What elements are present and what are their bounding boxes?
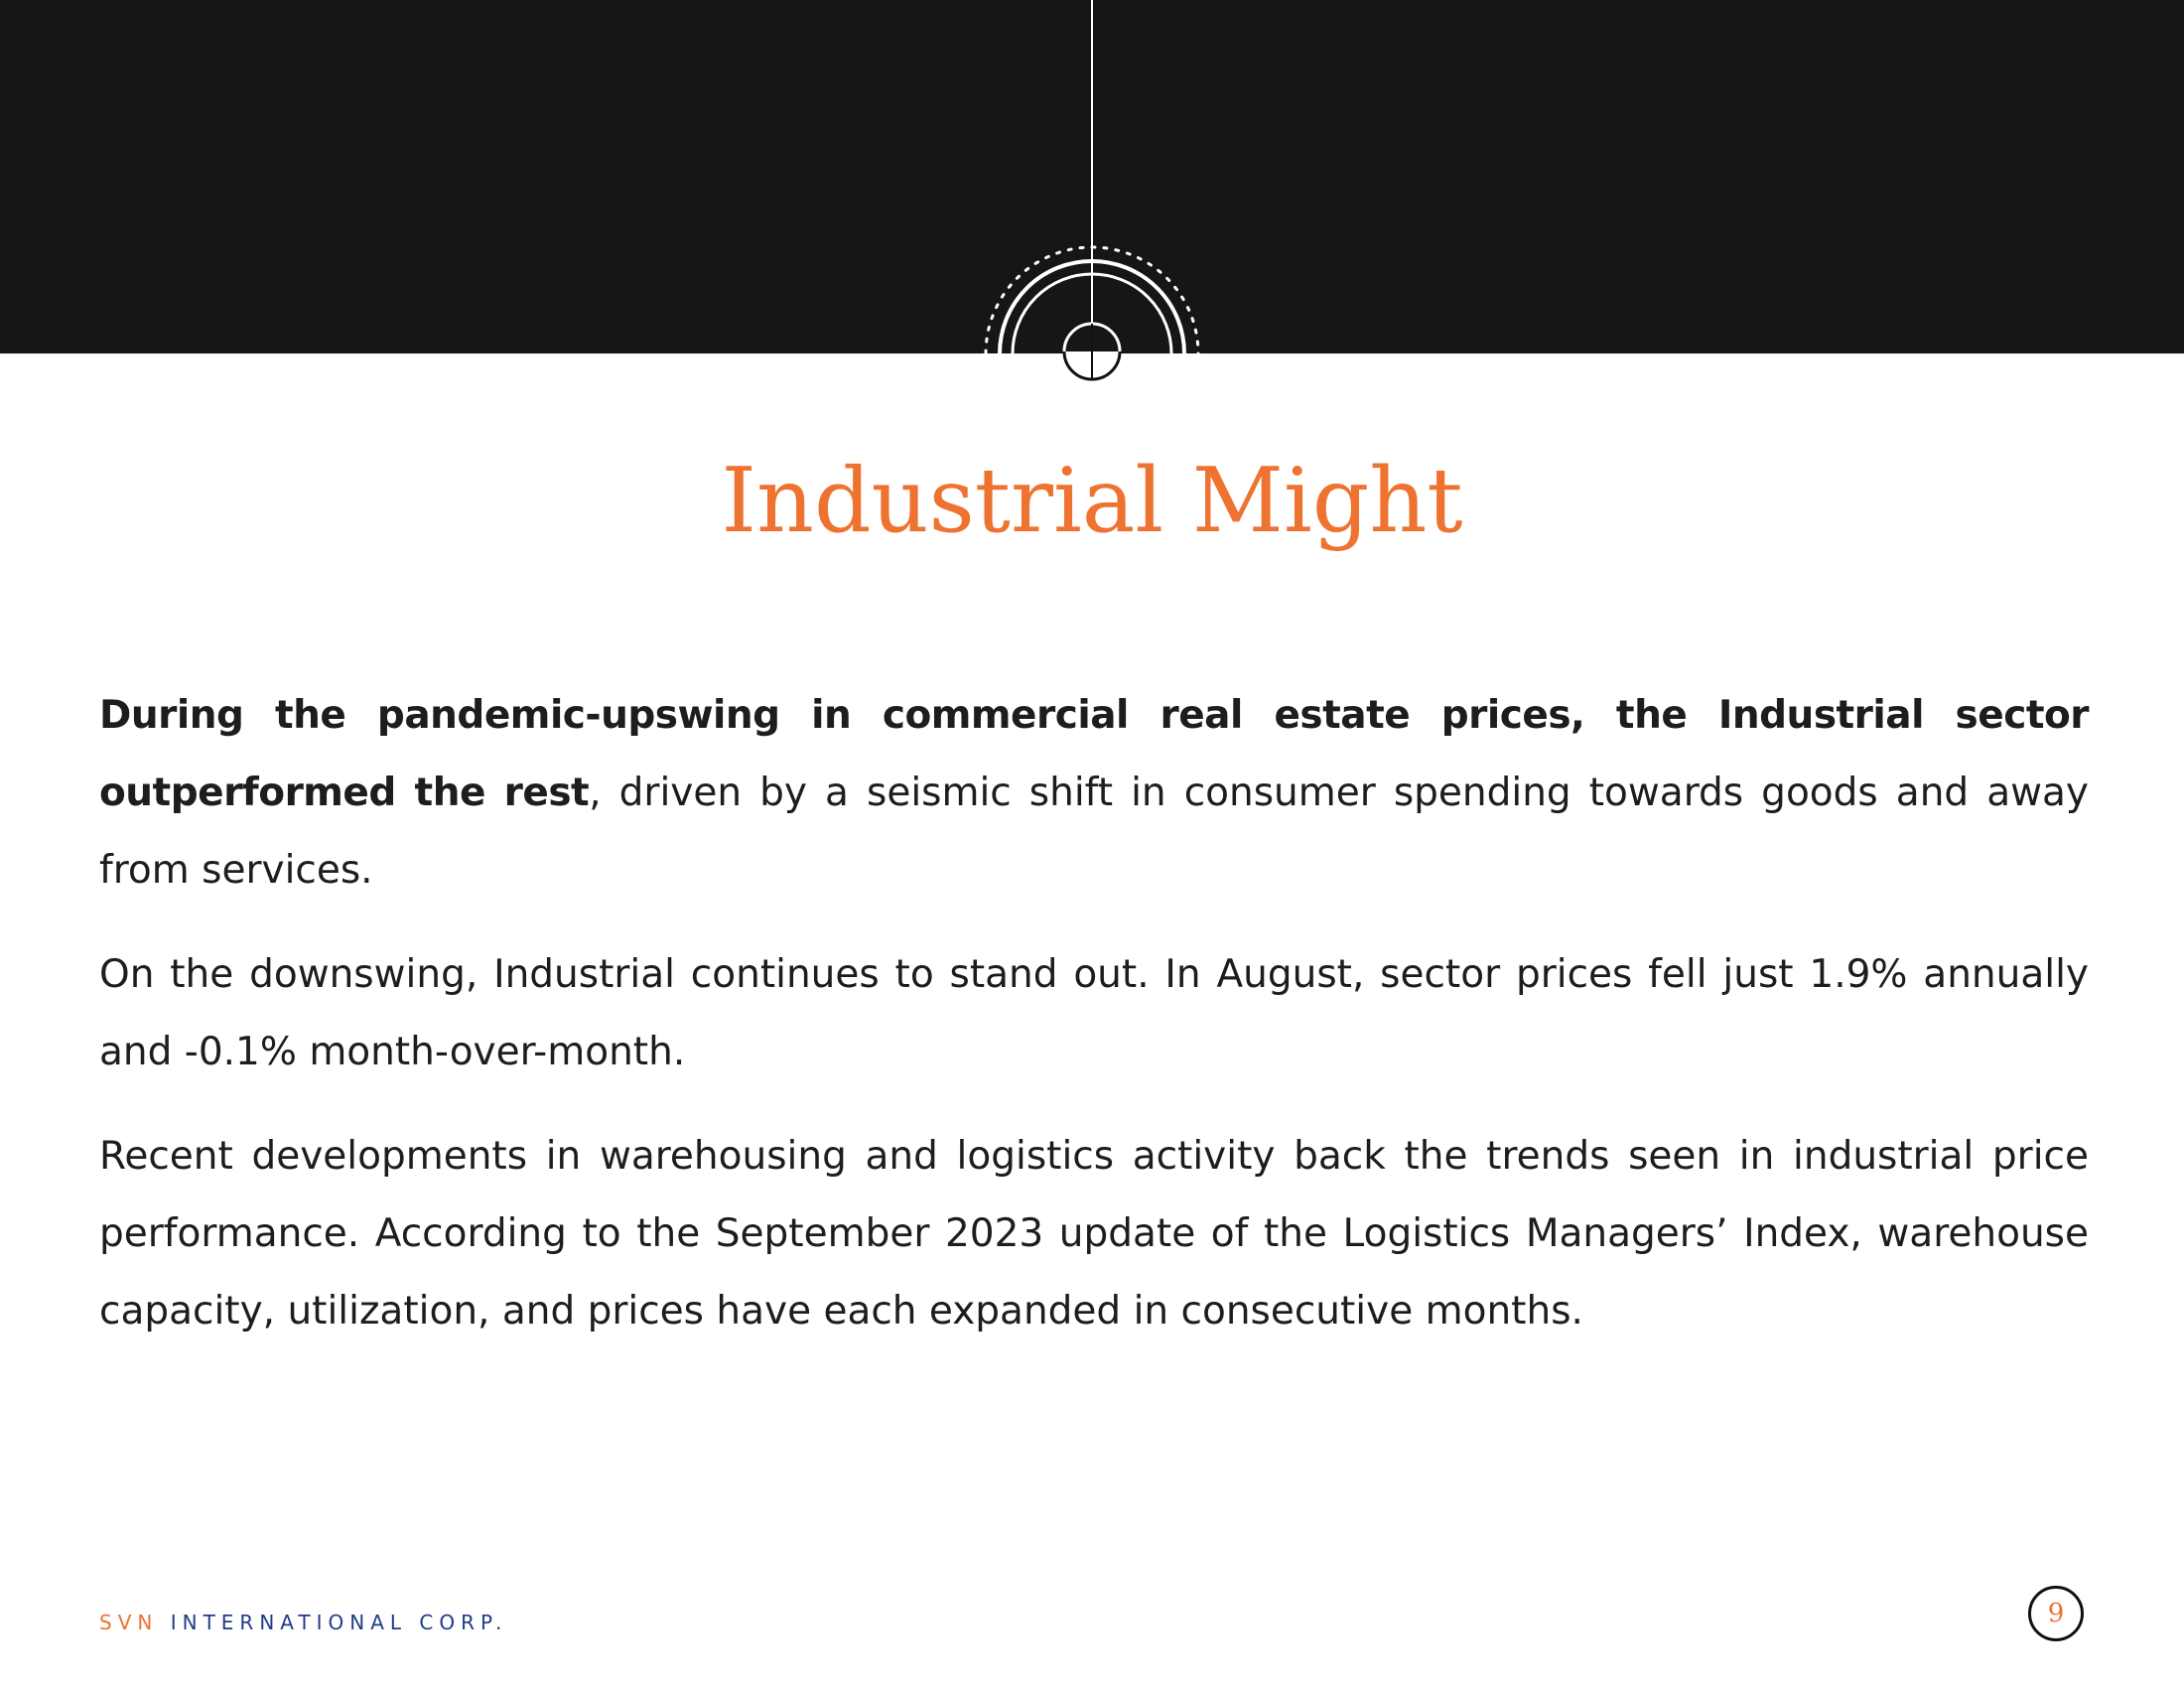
paragraph-1-bold: During the pandemic-upswing in commercial real estate prices, the Industrial sector outperformed the rest bbox=[99, 693, 2089, 815]
paragraph-1-text: , driven by a seismic shift in consumer spending towards goods and away from services. bbox=[99, 771, 2090, 893]
footer-brand bbox=[99, 1611, 507, 1634]
paragraph-3 bbox=[99, 1118, 2089, 1350]
brand-company: INTERNATIONAL CORP. bbox=[170, 1611, 508, 1634]
paragraph-2-text: On the downswing, Industrial continues to stand out. In August, sector prices fell just 1.9% annually and -0.1% month-over-month. bbox=[99, 952, 2089, 1074]
paragraph-1 bbox=[99, 677, 2089, 910]
page-title: Industrial Might bbox=[721, 449, 1463, 553]
page-number: 9 bbox=[2028, 1586, 2084, 1641]
paragraph-2 bbox=[99, 936, 2089, 1091]
paragraph-3-text: Recent developments in warehousing and logistics activity back the trends seen in industrial price performance. According to the September 2023 update of the Logistics Managers’ Index, warehouse capacity, utilization, and prices have each expanded in consecutive months. bbox=[99, 1134, 2089, 1334]
body-copy bbox=[99, 677, 2089, 1377]
brand-svn: SVN bbox=[99, 1611, 159, 1634]
compass-emblem-icon bbox=[0, 0, 2184, 397]
